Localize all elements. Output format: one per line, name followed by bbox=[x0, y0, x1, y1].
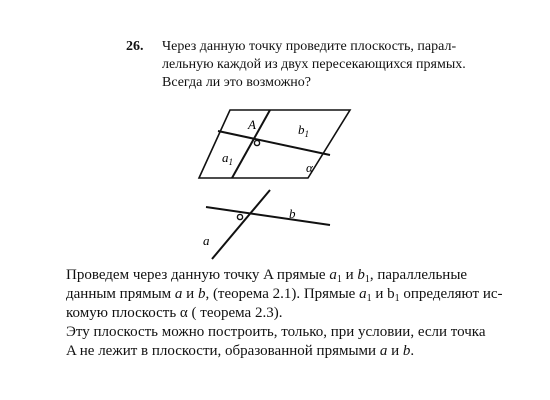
subscript: 1 bbox=[364, 274, 370, 285]
problem-line-2: лельную каждой из двух пересекающихся прямых. bbox=[162, 57, 466, 72]
label-line-a1: $a_1$ bbox=[222, 150, 233, 167]
solution-text-fragment: Проведем через данную точку A прямые bbox=[66, 267, 330, 283]
solution-text-fragment: и bbox=[182, 286, 198, 302]
math-b: b bbox=[402, 343, 411, 359]
solution-line-3: комую плоскость α ( теорема 2.3). bbox=[66, 305, 283, 321]
solution-text-fragment: , (теорема 2.1). Прямые bbox=[205, 286, 360, 302]
label-line-b1: $b_1$ bbox=[298, 122, 309, 139]
solution-text-fragment: A не лежит в плоскости, образованной прямыми bbox=[66, 343, 380, 359]
math-a1: a bbox=[329, 267, 337, 283]
solution-text-fragment: . bbox=[410, 343, 415, 359]
subscript: 1 bbox=[336, 274, 342, 285]
solution-text bbox=[66, 266, 518, 361]
math-a: a bbox=[379, 343, 388, 359]
problem-line-3: Всегда ли это возможно? bbox=[162, 75, 311, 90]
solution-line-1 bbox=[66, 266, 518, 285]
solution-text-fragment: и bbox=[387, 343, 403, 359]
math-b: b bbox=[197, 286, 206, 302]
math-b1: b bbox=[357, 267, 365, 283]
solution-text-fragment: , параллельные bbox=[369, 267, 468, 283]
intersection-marker bbox=[237, 214, 242, 219]
subscript: 1 bbox=[366, 293, 372, 304]
solution-line-2 bbox=[66, 285, 518, 304]
label-plane-alpha: α bbox=[306, 160, 313, 175]
line-b1 bbox=[218, 131, 330, 155]
line-a bbox=[212, 190, 270, 259]
problem-number: 26. bbox=[126, 39, 144, 54]
label-line-b: b bbox=[289, 206, 296, 221]
solution-text-fragment: данным прямым bbox=[66, 286, 175, 302]
solution-line-4: Эту плоскость можно построить, только, при условии, если точка bbox=[66, 324, 486, 340]
solution-text-fragment: и b bbox=[371, 286, 395, 302]
solution-line-5 bbox=[66, 342, 518, 361]
problem-line-1: Через данную точку проведите плоскость, парал- bbox=[162, 39, 457, 54]
label-point-a: A bbox=[248, 117, 256, 132]
label-line-a: a bbox=[203, 233, 210, 248]
subscript: 1 bbox=[394, 293, 400, 304]
solution-text-fragment: и bbox=[341, 267, 358, 283]
math-a1: a bbox=[359, 286, 367, 302]
solution-text-fragment: определяют ис- bbox=[399, 286, 503, 302]
math-a: a bbox=[174, 286, 183, 302]
point-a-marker bbox=[254, 140, 259, 145]
line-b bbox=[206, 207, 330, 225]
